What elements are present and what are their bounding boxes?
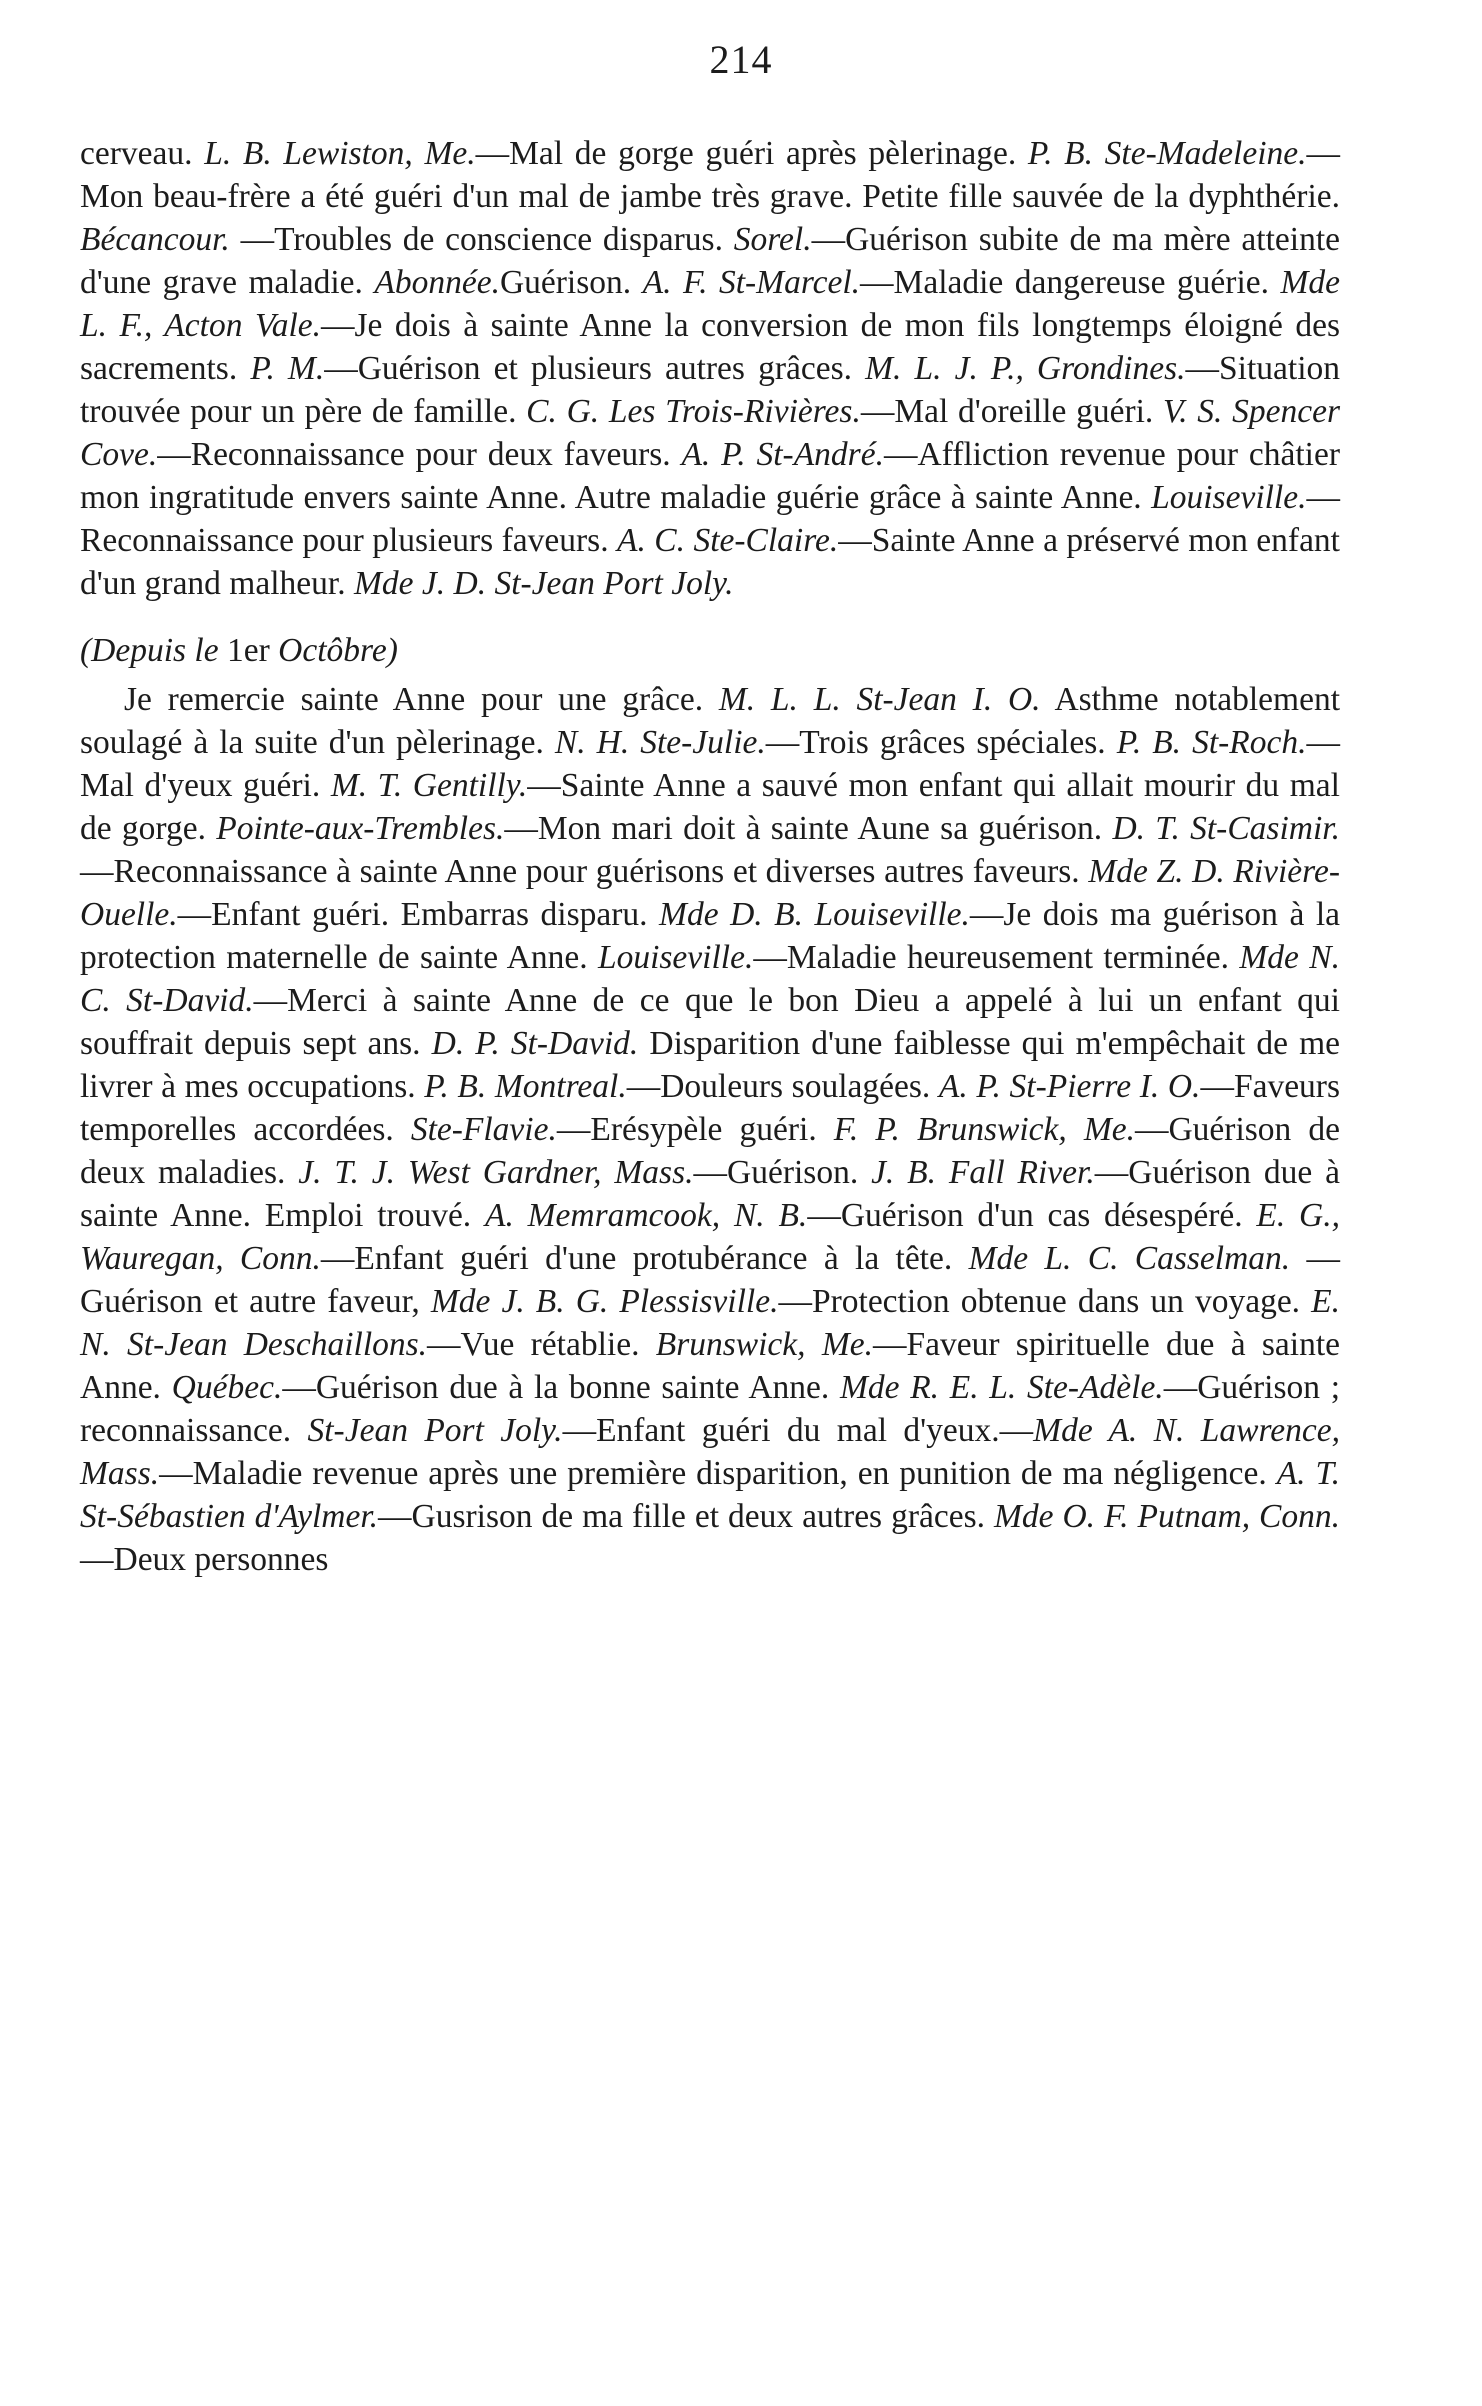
place-attribution: P. B. Montreal.: [424, 1068, 627, 1105]
section-heading-date: 1er: [227, 632, 270, 669]
testimony-text: —Sainte Anne a sauvé mon enfant qui allait mourir du mal de gorge.: [80, 767, 1340, 847]
testimony-text: —Reconnaissance pour deux faveurs.: [157, 436, 682, 473]
testimony-text: Asthme notablement soulagé à la suite d'un pèlerinage.: [80, 681, 1341, 761]
testimony-text: cerveau.: [80, 135, 205, 172]
testimony-text: Guérison.: [499, 264, 643, 301]
testimony-text: —Guérison due à la bonne sainte Anne.: [282, 1369, 840, 1406]
place-attribution: E. G., Wauregan, Conn.: [80, 1197, 1340, 1277]
place-attribution: Louiseville.: [1151, 479, 1307, 516]
testimony-text: —Situation trouvée pour un père de famille.: [80, 350, 1340, 430]
place-attribution: Mde Z. D. Rivière-Ouelle.: [80, 853, 1340, 933]
testimony-text: —Faveur spirituelle due à sainte Anne.: [80, 1326, 1340, 1406]
testimony-text: —Vue rétablie.: [427, 1326, 656, 1363]
place-attribution: Mde L. C. Casselman.: [968, 1240, 1291, 1277]
testimony-text: —Protection obtenue dans un voyage.: [778, 1283, 1312, 1320]
place-attribution: St-Jean Port Joly.: [307, 1412, 563, 1449]
place-attribution: M. L. J. P., Grondines.: [865, 350, 1186, 387]
place-attribution: Mde O. F. Putnam, Conn.: [993, 1498, 1341, 1535]
testimony-text: —Guérison de deux maladies.: [80, 1111, 1340, 1191]
testimony-text: —Deux personnes: [80, 1541, 329, 1578]
place-attribution: P. B. Ste-Madeleine.: [1027, 135, 1307, 172]
testimony-text: —Maladie revenue après une première disparition, en punition de ma négligence.: [159, 1455, 1277, 1492]
page-number: 214: [709, 37, 773, 82]
testimony-text: —Je dois ma guérison à la protection maternelle de sainte Anne.: [80, 896, 1340, 976]
place-attribution: A. T. St-Sébastien d'Aylmer.: [80, 1455, 1340, 1535]
place-attribution: Mde J. D. St-Jean Port Joly.: [353, 565, 734, 602]
place-attribution: A. C. Ste-Claire.: [617, 522, 839, 559]
testimony-text: —Enfant guéri. Embarras disparu.: [177, 896, 660, 933]
section-heading-close: Octôbre): [269, 632, 398, 669]
testimony-text: —Mal d'yeux guéri.: [80, 724, 1340, 804]
place-attribution: M. T. Gentilly.: [330, 767, 528, 804]
testimony-text: —Reconnaissance pour plusieurs faveurs.: [80, 479, 1340, 559]
place-attribution: Mde L. F., Acton Vale.: [80, 264, 1341, 344]
testimony-text: —Guérison.: [693, 1154, 872, 1191]
testimony-text: —Mon beau-frère a été guéri d'un mal de jambe très grave. Petite fille sauvée de la dyphthérie.: [80, 135, 1340, 215]
place-attribution: A. F. St-Marcel.: [642, 264, 861, 301]
place-attribution: Mde R. E. L. Ste-Adèle.: [840, 1369, 1164, 1406]
testimony-text: —Guérison subite de ma mère atteinte d'une grave maladie.: [80, 221, 1340, 301]
place-attribution: A. P. St-Pierre I. O.: [938, 1068, 1201, 1105]
place-attribution: L. B. Lewiston, Me.: [204, 135, 476, 172]
place-attribution: Mde N. C. St-David.: [80, 939, 1340, 1019]
testimony-text: —Guérison due à sainte Anne. Emploi trouvé.: [80, 1154, 1341, 1234]
testimony-text: —Guérison et plusieurs autres grâces.: [324, 350, 866, 387]
place-attribution: Abonnée.: [374, 264, 500, 301]
page-text: [80, 132, 1340, 1581]
place-attribution: Bécancour.: [80, 221, 230, 258]
section-heading-open: (Depuis le: [80, 632, 227, 669]
place-attribution: J. T. J. West Gardner, Mass.: [298, 1154, 694, 1191]
testimony-text: —Troubles de conscience disparus.: [229, 221, 734, 258]
place-attribution: Québec.: [171, 1369, 283, 1406]
testimony-text: —Maladie heureusement terminée.: [753, 939, 1240, 976]
testimony-text: —Maladie dangereuse guérie.: [860, 264, 1281, 301]
testimony-text: —Enfant guéri d'une protubérance à la tête.: [320, 1240, 969, 1277]
place-attribution: J. B. Fall River.: [871, 1154, 1095, 1191]
paragraph-since-october: [80, 678, 1340, 1581]
testimony-text: —Guérison et autre faveur,: [80, 1240, 1341, 1320]
place-attribution: Sorel.: [733, 221, 812, 258]
place-attribution: Brunswick, Me.: [655, 1326, 873, 1363]
testimony-text: —Faveurs temporelles accordées.: [80, 1068, 1340, 1148]
testimony-text: —Merci à sainte Anne de ce que le bon Dieu a appelé à lui un enfant qui souffrait depuis sept ans.: [80, 982, 1340, 1062]
place-attribution: Louiseville.: [597, 939, 754, 976]
section-heading: [80, 629, 1340, 672]
testimony-text: Disparition d'une faiblesse qui m'empêchait de me livrer à mes occupations.: [80, 1025, 1340, 1105]
testimony-text: —Trois grâces spéciales.: [765, 724, 1117, 761]
place-attribution: Pointe-aux-Trembles.: [216, 810, 505, 847]
place-attribution: A. Memramcook, N. B.: [484, 1197, 808, 1234]
testimony-text: —Affliction revenue pour châtier mon ingratitude envers sainte Anne. Autre maladie guérie grâce à sainte Anne.: [80, 436, 1340, 516]
place-attribution: A. P. St-André.: [681, 436, 884, 473]
place-attribution: E. N. St-Jean Deschaillons.: [80, 1283, 1340, 1363]
place-attribution: D. T. St-Casimir.: [1112, 810, 1340, 847]
testimony-text: —Erésypèle guéri.: [556, 1111, 834, 1148]
place-attribution: V. S. Spencer Cove.: [80, 393, 1340, 473]
place-attribution: P. M.: [250, 350, 325, 387]
testimony-text: —Reconnaissance à sainte Anne pour guérisons et diverses autres faveurs.: [80, 853, 1089, 890]
testimony-text: —Sainte Anne a préservé mon enfant d'un grand malheur.: [80, 522, 1340, 602]
place-attribution: D. P. St-David.: [431, 1025, 639, 1062]
testimony-text: Je remercie sainte Anne pour une grâce.: [124, 681, 719, 718]
place-attribution: P. B. St-Roch.: [1116, 724, 1307, 761]
testimony-text: —Je dois à sainte Anne la conversion de mon fils longtemps éloigné des sacrements.: [80, 307, 1340, 387]
testimony-text: —Mal d'oreille guéri.: [860, 393, 1164, 430]
place-attribution: Mde J. B. G. Plessisville.: [430, 1283, 779, 1320]
testimony-text: —Douleurs soulagées.: [626, 1068, 939, 1105]
place-attribution: N. H. Ste-Julie.: [554, 724, 766, 761]
place-attribution: C. G. Les Trois-Rivières.: [526, 393, 861, 430]
testimony-text: —Mon mari doit à sainte Aune sa guérison.: [504, 810, 1113, 847]
testimony-text: —Enfant guéri du mal d'yeux.—: [562, 1412, 1034, 1449]
paragraph-continued: [80, 132, 1340, 605]
place-attribution: F. P. Brunswick, Me.: [833, 1111, 1135, 1148]
place-attribution: M. L. L. St-Jean I. O.: [718, 681, 1041, 718]
place-attribution: Mde D. B. Louiseville.: [659, 896, 970, 933]
place-attribution: Mde A. N. Lawrence, Mass.: [80, 1412, 1340, 1492]
testimony-text: —Gusrison de ma fille et deux autres grâces.: [378, 1498, 994, 1535]
testimony-text: —Guérison ; reconnaissance.: [80, 1369, 1340, 1449]
testimony-text: —Mal de gorge guéri après pèlerinage.: [475, 135, 1028, 172]
place-attribution: Ste-Flavie.: [410, 1111, 557, 1148]
testimony-text: —Guérison d'un cas désespéré.: [807, 1197, 1257, 1234]
